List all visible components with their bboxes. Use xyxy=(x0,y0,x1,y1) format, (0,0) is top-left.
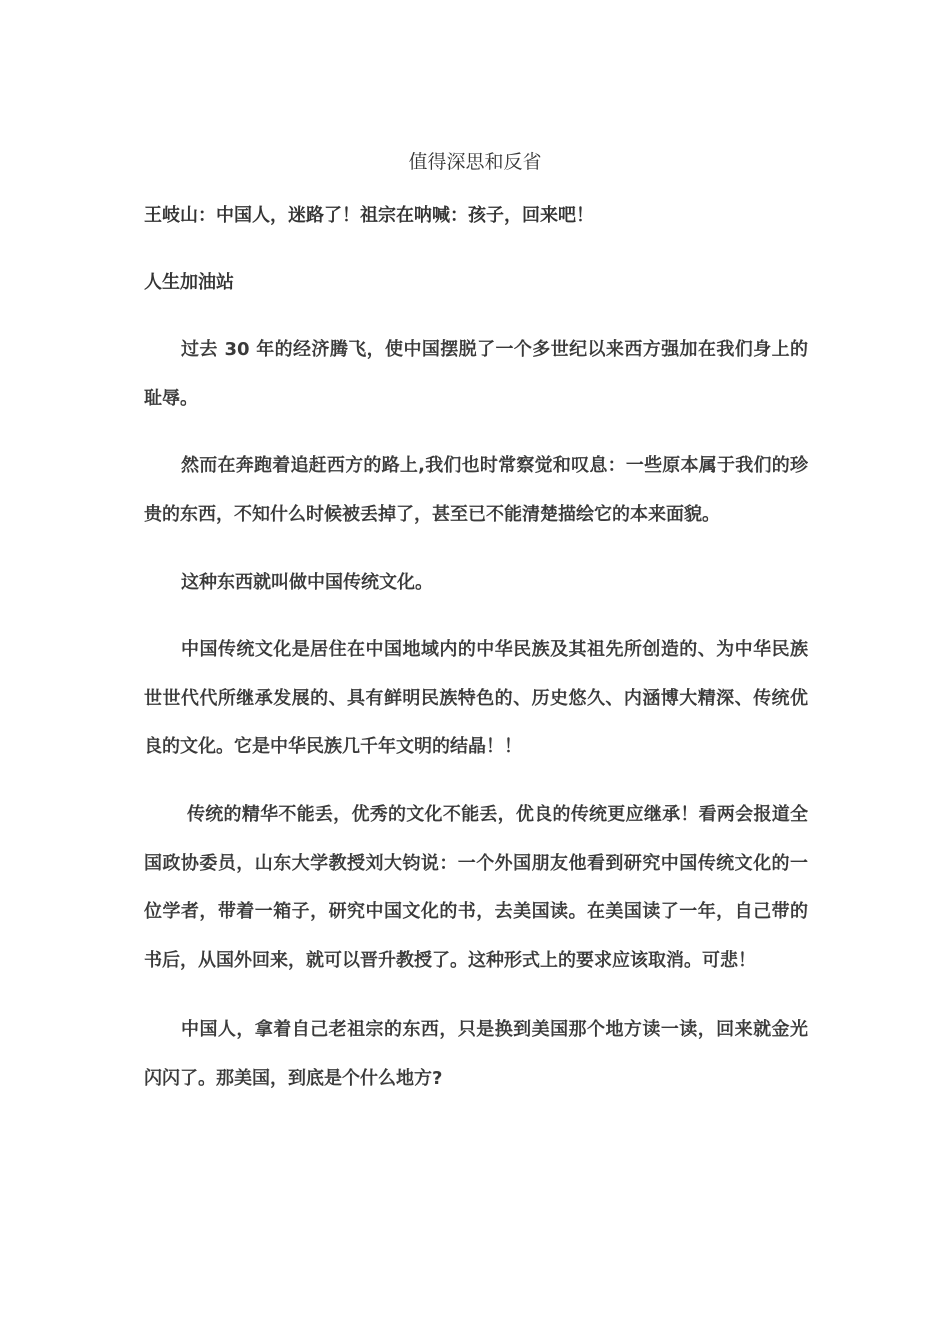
paragraph-4: 中国传统文化是居住在中国地域内的中华民族及其祖先所创造的、为中华民族世世代代所继承发展的、具有鲜明民族特色的、历史悠久、内涵博大精深、传统优良的文化。它是中华民族几千年文明的结晶！！ xyxy=(144,639,808,758)
paragraph-6: 中国人，拿着自己老祖宗的东西，只是换到美国那个地方读一读，回来就金光闪闪了。那美国，到底是个什么地方? xyxy=(144,1019,808,1089)
article-headline: 王岐山：中国人，迷路了！祖宗在呐喊：孩子，回来吧！ xyxy=(144,205,594,226)
paragraph-3: 这种东西就叫做中国传统文化。 xyxy=(181,572,433,593)
paragraph-2: 然而在奔跑着追赶西方的路上,我们也时常察觉和叹息：一些原本属于我们的珍贵的东西，不知什么时候被丢掉了，甚至已不能清楚描绘它的本来面貌。 xyxy=(144,455,808,525)
column-name: 人生加油站 xyxy=(144,272,234,293)
document-title: 值得深思和反省 xyxy=(408,151,542,173)
paragraph-5: 传统的精华不能丢，优秀的文化不能丢，优良的传统更应继承！看两会报道全国政协委员，山东大学教授刘大钧说：一个外国朋友他看到研究中国传统文化的一位学者，带着一箱子，研究中国文化的书，去美国读。在美国读了一年，自己带的书后，从国外回来，就可以晋升教授了。这种形式上的要求应该取消。可悲！ xyxy=(144,804,808,971)
paragraph-1: 过去 30 年的经济腾飞，使中国摆脱了一个多世纪以来西方强加在我们身上的耻辱。 xyxy=(144,339,808,409)
